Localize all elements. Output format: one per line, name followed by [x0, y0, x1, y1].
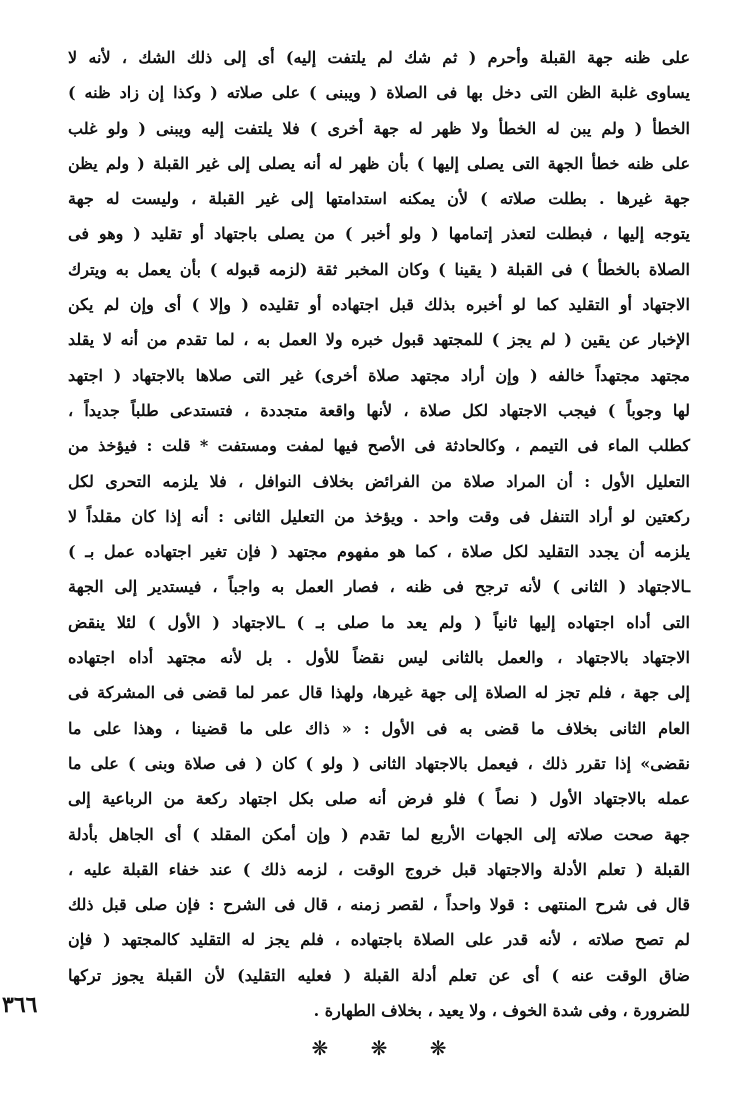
- text-line: إلى جهة ، فلم تجز له الصلاة إلى جهة غيرها، ولهذا قال عمر لما قضى فى المشركة فى: [68, 683, 690, 703]
- text-line: قال فى شرح المنتهى : قولا واحداً ، لقصر زمنه ، قال فى الشرح : فإن صلى قبل ذلك: [68, 895, 690, 915]
- text-line: يلزمه أن يجدد التقليد لكل صلاة ، كما هو مفهوم مجتهد ( فإن تغير اجتهاده عمل بـ ): [68, 542, 690, 562]
- text-line: يساوى غلبة الظن التى دخل بها فى الصلاة ( ويبنى ) على صلاته ( وكذا إن زاد ظنه ): [68, 83, 690, 103]
- text-line: الاجتهاد أو التقليد كما لو أخبره بذلك قبل اجتهاده أو تقليده ( وإلا ) أى وإن لم يكن: [68, 295, 690, 315]
- text-line: ضاق الوقت عنه ) أى عن تعلم أدلة القبلة ( فعليه التقليد) لأن القبلة يجوز تركها: [68, 965, 690, 985]
- text-line: على ظنه خطأ الجهة التى يصلى إليها ) بأن ظهر له أنه يصلى إلى غير القبلة ( ولم يظن: [68, 153, 690, 173]
- text-line: الخطأ ( ولم يبن له الخطأ ولا ظهر له جهة أخرى ) فلا يلتفت إليه ويبنى ( ولو غلب: [68, 118, 690, 138]
- text-line: الاجتهاد بالاجتهاد ، والعمل بالثانى ليس نقضاً للأول . بل لأنه مجتهد أداه اجتهاده: [68, 648, 691, 668]
- text-line: نقضى» إذا تقرر ذلك ، فيعمل بالاجتهاد الثانى ( ولو ) كان ( فى صلاة وبنى ) على ما: [68, 753, 690, 773]
- ornament-icon: ❋: [429, 1036, 447, 1061]
- text-line: للضرورة ، وفى شدة الخوف ، ولا يعيد ، بخلاف الطهارة .: [313, 1001, 690, 1021]
- text-line: جهة غيرها . بطلت صلاته ) لأن يمكنه استدامتها إلى غير القبلة ، وليست له جهة: [68, 189, 690, 209]
- text-line: القبلة ( تعلم الأدلة والاجتهاد قبل خروج الوقت ، لزمه ذلك ) عند خفاء القبلة عليه ،: [68, 859, 690, 879]
- text-line: جهة صحت صلاته إلى الجهات الأربع لما تقدم ( وإن أمكن المقلد ) أى الجاهل بأدلة: [68, 824, 690, 844]
- text-line: لم تصح صلاته ، لأنه قدر على الصلاة باجتهاده ، فلم يجز له التقليد كالمجتهد ( فإن: [68, 930, 690, 950]
- text-line: التى أداه اجتهاده إليها ثانياً ( ولم يعد ما صلى بـ ) ـالاجتهاد ( الأول ) لئلا ينقض: [68, 612, 691, 632]
- text-line: العام الثانى بخلاف ما قضى به فى الأول : « ذاك على ما قضينا ، وهذا على ما: [68, 718, 690, 738]
- text-line: ركعتين لو أراد التنفل فى وقت واحد . ويؤخذ من التعليل الثانى : أنه إذا كان مقلداً لا: [68, 506, 690, 526]
- ornament-icon: ❋: [311, 1036, 329, 1061]
- ornament-icon: ❋: [370, 1036, 388, 1061]
- text-line: ـالاجتهاد ( الثانى ) لأنه ترجح فى ظنه ، فصار العمل به واجباً ، فيستدير إلى الجهة: [68, 577, 690, 597]
- body-text: [68, 40, 690, 1028]
- text-line: يتوجه إليها ، فبطلت لتعذر إتمامها ( ولو أخبر ) من يصلى باجتهاد أو تقليد ( وهو فى: [68, 224, 690, 244]
- section-ornaments: [68, 1036, 690, 1060]
- text-line: عمله بالاجتهاد الأول ( نصاً ) فلو فرض أنه صلى بكل اجتهاد ركعة من الرباعية إلى: [68, 789, 690, 809]
- text-line: لها وجوباً ) فيجب الاجتهاد لكل صلاة ، لأنها واقعة متجددة ، فتستدعى طلباً جديداً ،: [68, 400, 690, 420]
- text-line: مجتهد مجتهداً خالفه ( وإن أراد مجتهد صلاة أخرى) غير التى صلاها بالاجتهاد ( اجتهد: [68, 365, 690, 385]
- text-line: الإخبار عن يقين ( لم يجز ) للمجتهد قبول خبره ولا العمل به ، لما تقدم من أنه لا يقلد: [68, 330, 690, 350]
- page-number: ٣٦٦: [2, 992, 38, 1018]
- text-line: كطلب الماء فى التيمم ، وكالحادثة فى الأصح فيها لمفت ومستفت * قلت : فيؤخذ من: [68, 436, 690, 456]
- text-line: على ظنه جهة القبلة وأحرم ( ثم شك لم يلتفت إليه) أى إلى ذلك الشك ، لأنه لا: [68, 48, 690, 67]
- document-page: [68, 40, 690, 1060]
- text-line: الصلاة بالخطأ ) فى القبلة ( يقينا ) وكان المخبر ثقة (لزمه قبوله ) بأن يعمل به ويترك: [68, 259, 690, 279]
- text-line: التعليل الأول : أن المراد صلاة من الفرائض بخلاف النوافل ، فلا يلزمه التحرى لكل: [68, 471, 690, 491]
